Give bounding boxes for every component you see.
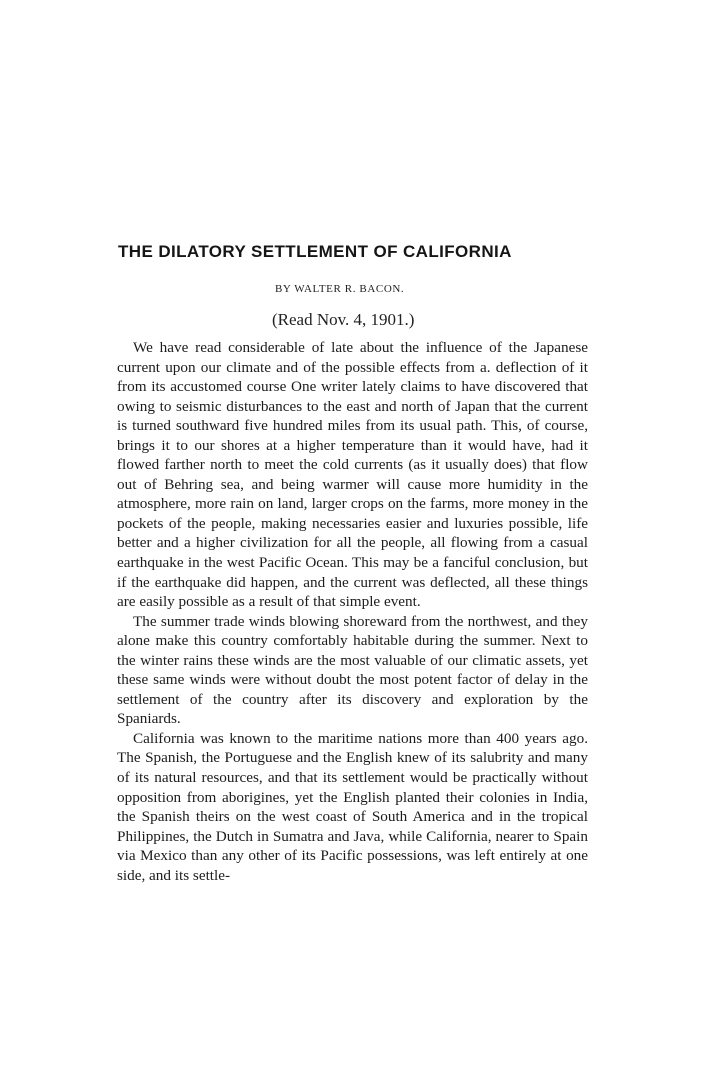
paragraph: The summer trade winds blowing shoreward from the northwest, and they alone make this country comfortably habitable during the summer. Next to the winter rains these winds are the most valuable of our climatic assets, yet these same winds were without doubt the most potent factor of delay in the settlement of the country after its discovery and exploration by the Spaniards. <box>117 612 588 728</box>
author-byline: BY WALTER R. BACON. <box>275 283 405 295</box>
read-date: (Read Nov. 4, 1901.) <box>272 310 415 329</box>
article-body <box>117 338 588 885</box>
paragraph: We have read considerable of late about the influence of the Japanese current upon our climate and of the possible effects from a. deflection of it from its accustomed course One writer lately claims to have discovered that owing to seismic disturbances to the east and north of Japan that the current is turned southward five hundred miles from its usual path. This, of course, brings it to our shores at a higher temperature than it would have, had it flowed farther north to meet the cold currents (as it usually does) that flow out of Behring sea, and being warmer will cause more humidity in the atmosphere, more rain on land, larger crops on the farms, more money in the pockets of the people, making necessaries easier and luxuries possible, life better and a higher civilization for all the people, all flowing from a casual earthquake in the west Pacific Ocean. This may be a fanciful conclusion, but if the earthquake did happen, and the current was deflected, all these things are easily possible as a result of that simple event. <box>117 339 588 611</box>
article-title: THE DILATORY SETTLEMENT OF CALIFORNIA <box>118 242 512 261</box>
paragraph: California was known to the maritime nations more than 400 years ago. The Spanish, the Portuguese and the English knew of its salubrity and many of its natural resources, and that its settlement would be practically without opposition from aborigines, yet the English planted their colonies in India, the Spanish theirs on the west coast of South America and in the tropical Philippines, the Dutch in Sumatra and Java, while California, nearer to Spain via Mexico than any other of its Pacific possessions, was left entirely at one side, and its settle- <box>117 729 588 884</box>
